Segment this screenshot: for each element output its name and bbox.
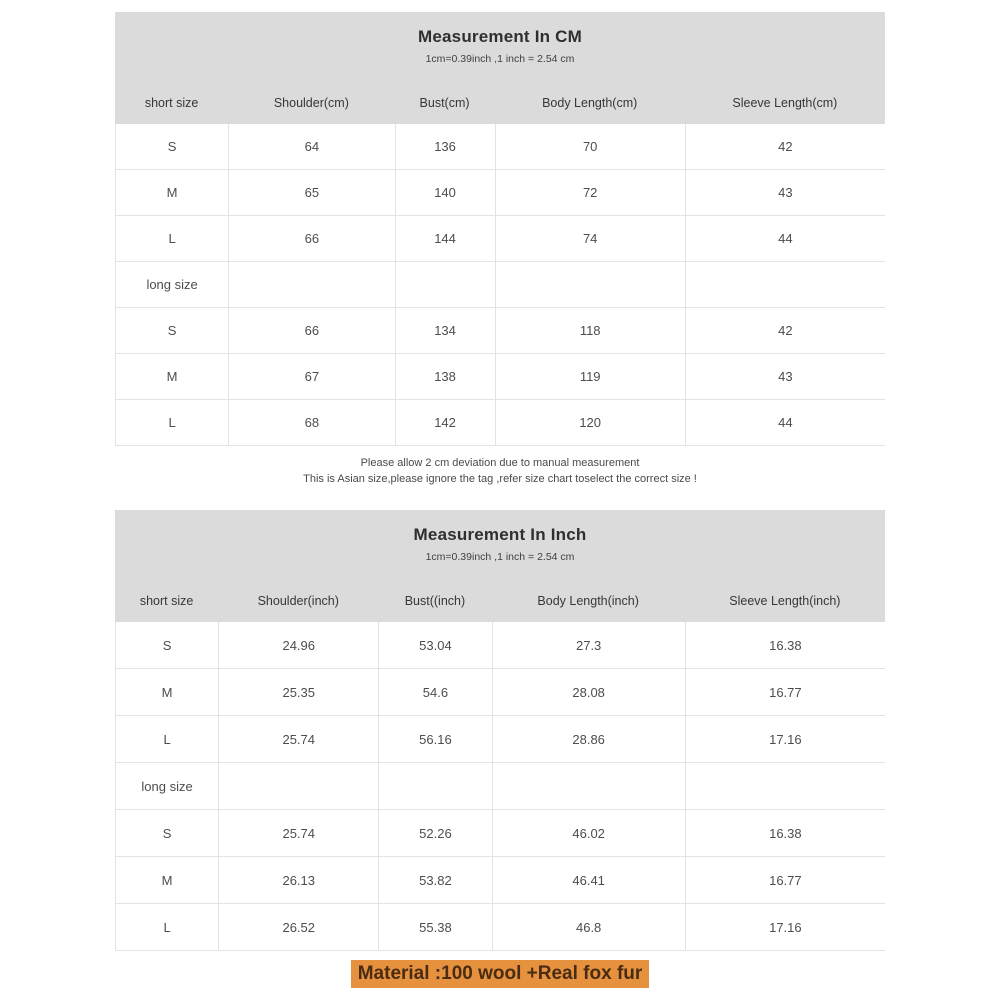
table-cell: 53.82 [378,857,491,904]
column-header-sleeve-length: Sleeve Length(cm) [732,96,838,110]
measurement-cm-table [115,0,885,500]
table-cell: 44 [685,216,885,262]
size-label-cell: L [115,904,218,951]
column-header-bust: Bust((inch) [404,594,466,608]
column-header-row [115,82,885,124]
table-cell: 42 [685,124,885,170]
table-row [115,904,885,951]
table-cell: 64 [228,124,394,170]
table-cell: 142 [395,400,495,446]
table-cell [228,262,394,308]
table-subtitle: 1cm=0.39inch ,1 inch = 2.54 cm [425,551,575,563]
table-row [115,716,885,763]
table-cell: 56.16 [378,716,491,763]
table-cell: 67 [228,354,394,400]
table-title: Measurement In Inch [413,525,587,544]
column-header-body-length: Body Length(inch) [537,594,639,608]
table-row [115,622,885,669]
table-cell: 144 [395,216,495,262]
table-cell [495,262,685,308]
table-cell [378,763,491,810]
table-cell: 138 [395,354,495,400]
size-label-cell: M [115,354,228,400]
table-cell: 46.02 [492,810,685,857]
column-header-bust: Bust(cm) [419,96,470,110]
column-header-shoulder: Shoulder(inch) [257,594,339,608]
table-cell: 26.52 [218,904,378,951]
table-cell: 43 [685,354,885,400]
table-row [115,354,885,400]
table-cell: 68 [228,400,394,446]
table-row [115,308,885,354]
column-header-size: short size [139,594,194,608]
table-cell: 65 [228,170,394,216]
table-cell [218,763,378,810]
table-cell: 25.74 [218,716,378,763]
size-label-cell: M [115,857,218,904]
table-cell: 54.6 [378,669,491,716]
size-label-cell: long size [115,262,228,308]
table-cell: 25.74 [218,810,378,857]
size-label-cell: S [115,308,228,354]
table-title: Measurement In CM [418,27,582,46]
table-cell: 44 [685,400,885,446]
asian-size-note: This is Asian size,please ignore the tag ,refer size chart toselect the correct size ! [303,473,697,485]
table-cell: 140 [395,170,495,216]
table-cell: 16.38 [685,622,885,669]
table-cell: 119 [495,354,685,400]
table-cell: 134 [395,308,495,354]
table-cell: 66 [228,216,394,262]
table-row [115,810,885,857]
cm-table-header-band [115,12,885,124]
table-cell: 17.16 [685,716,885,763]
table-row-long-size [115,262,885,308]
table-cell: 72 [495,170,685,216]
table-cell: 26.13 [218,857,378,904]
table-cell: 25.35 [218,669,378,716]
table-cell [685,262,885,308]
size-label-cell: S [115,622,218,669]
inch-table-header-band [115,510,885,622]
table-cell [492,763,685,810]
table-cell: 42 [685,308,885,354]
measurement-inch-table [115,510,885,951]
table-cell: 70 [495,124,685,170]
table-cell: 16.38 [685,810,885,857]
table-row [115,124,885,170]
table-cell [395,262,495,308]
table-cell: 46.41 [492,857,685,904]
column-header-size: short size [144,96,199,110]
column-header-shoulder: Shoulder(cm) [273,96,349,110]
table-cell: 66 [228,308,394,354]
size-label-cell: M [115,170,228,216]
table-cell: 16.77 [685,857,885,904]
material-highlight: Material :100 wool +Real fox fur [351,960,650,988]
table-cell: 16.77 [685,669,885,716]
table-cell: 28.08 [492,669,685,716]
size-label-cell: L [115,400,228,446]
column-header-row [115,580,885,622]
table-cell: 136 [395,124,495,170]
table-cell [685,763,885,810]
deviation-note: Please allow 2 cm deviation due to manual measurement [360,457,640,469]
column-header-sleeve-length: Sleeve Length(inch) [729,594,841,608]
table-cell: 43 [685,170,885,216]
table-row [115,170,885,216]
table-row [115,216,885,262]
table-row [115,400,885,446]
size-label-cell: M [115,669,218,716]
measurement-notes [115,446,885,500]
size-label-cell: S [115,124,228,170]
table-row [115,669,885,716]
table-cell: 24.96 [218,622,378,669]
table-row [115,857,885,904]
table-cell: 53.04 [378,622,491,669]
table-subtitle: 1cm=0.39inch ,1 inch = 2.54 cm [425,53,575,65]
size-label-cell: S [115,810,218,857]
size-label-cell: L [115,716,218,763]
table-row-long-size [115,763,885,810]
table-cell: 17.16 [685,904,885,951]
size-label-cell: L [115,216,228,262]
table-cell: 46.8 [492,904,685,951]
table-cell: 120 [495,400,685,446]
table-cell: 55.38 [378,904,491,951]
table-cell: 74 [495,216,685,262]
column-header-body-length: Body Length(cm) [542,96,638,110]
material-note [0,960,1000,988]
size-label-cell: long size [115,763,218,810]
table-cell: 118 [495,308,685,354]
table-cell: 28.86 [492,716,685,763]
table-cell: 52.26 [378,810,491,857]
table-cell: 27.3 [492,622,685,669]
